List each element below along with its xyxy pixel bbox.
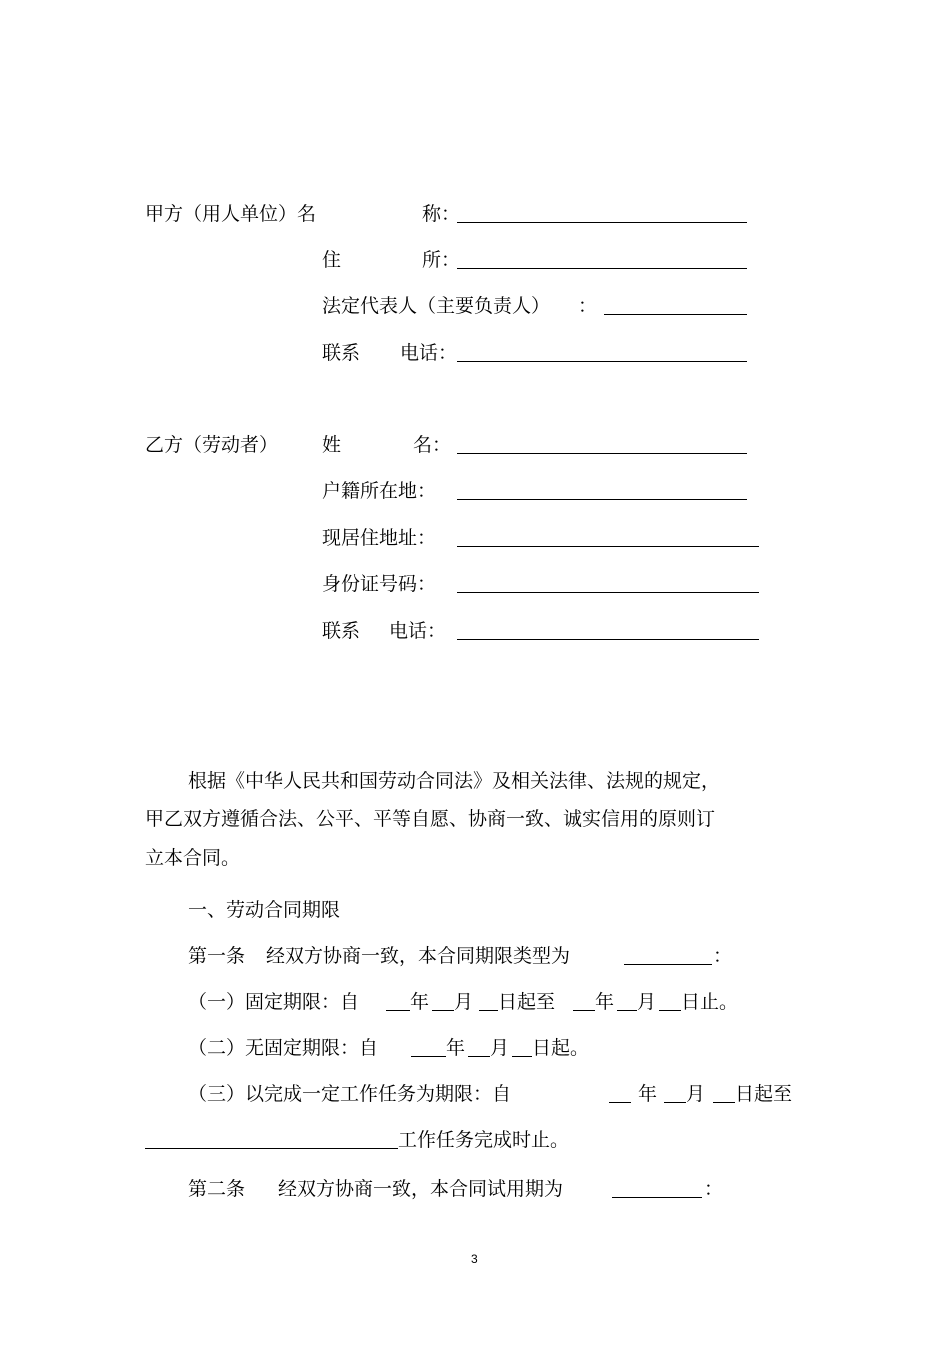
article-2-label: 第二条 [188,1178,246,1200]
article-2-colon: ： [704,1178,724,1200]
fixed-year-text: 年 [410,991,430,1013]
article-1-label: 第一条 [188,945,246,967]
article-2-probation-blank[interactable] [612,1197,702,1198]
intro-line-3: 立本合同。 [145,847,241,869]
task-month-text: 月 [686,1083,706,1105]
open-month-text: 月 [490,1037,510,1059]
party-a-contact-blank[interactable] [457,361,747,362]
fixed-end-month-blank[interactable] [617,1010,637,1011]
intro-line-1: 根据《中华人民共和国劳动合同法》及相关法律、法规的规定， [188,770,721,792]
task-from-text: 日起至 [735,1083,793,1105]
party-a-legal-rep-label: 法定代表人（主要负责人） [322,295,551,317]
fixed-start-month-blank[interactable] [432,1010,454,1011]
article-1-term-blank[interactable] [624,964,712,965]
page-number: 3 [471,1252,478,1266]
task-start-day-blank[interactable] [713,1102,735,1103]
fixed-end-day-blank[interactable] [659,1010,681,1011]
intro-line-2: 甲乙双方遵循合法、公平、平等自愿、协商一致、诚实信用的原则订 [145,808,716,830]
party-a-legal-rep-colon: ： [578,295,598,317]
task-start-month-blank[interactable] [664,1102,686,1103]
party-b-name-blank[interactable] [457,453,747,454]
party-b-id-blank[interactable] [457,592,759,593]
party-b-address-label: 现居住地址： [322,527,437,549]
fixed-term-label: （一）固定期限：自 [188,991,360,1013]
party-b-household-label: 户籍所在地： [322,480,437,502]
fixed-from-text: 日起至 [498,991,556,1013]
party-a-address-label-right: 所： [422,249,461,271]
party-b-contact-label-right: 电话： [389,620,447,642]
open-from-text: 日起。 [532,1037,590,1059]
open-start-year-blank[interactable] [411,1056,446,1057]
section-1-heading: 一、劳动合同期限 [188,899,341,921]
party-a-label: 甲方（用人单位）名 [145,203,317,225]
party-a-contact-label-right: 电话： [400,342,458,364]
party-b-address-blank[interactable] [457,546,759,547]
party-a-name-label: 称： [422,203,461,225]
fixed-month-text: 月 [454,991,474,1013]
party-a-legal-rep-blank[interactable] [604,314,747,315]
article-1-colon: ： [713,945,733,967]
fixed-end-text: 日止。 [681,991,739,1013]
party-a-name-blank[interactable] [457,222,747,223]
task-start-year-blank[interactable] [609,1102,631,1103]
open-start-month-blank[interactable] [468,1056,490,1057]
article-2-text: 经双方协商一致，本合同试用期为 [278,1178,564,1200]
open-start-day-blank[interactable] [512,1056,532,1057]
fixed-end-year-blank[interactable] [573,1010,595,1011]
party-b-household-blank[interactable] [457,499,747,500]
party-a-address-label-left: 住 [322,249,342,271]
task-end-text: 工作任务完成时止。 [398,1129,570,1151]
party-a-contact-label-left: 联系 [322,342,361,364]
party-b-contact-label-left: 联系 [322,620,361,642]
party-b-label: 乙方（劳动者） [145,434,279,456]
fixed-year2-text: 年 [595,991,615,1013]
party-b-name-label-left: 姓 [322,434,342,456]
task-description-blank[interactable] [145,1148,398,1149]
fixed-start-day-blank[interactable] [479,1010,498,1011]
open-year-text: 年 [446,1037,466,1059]
article-1-text: 经双方协商一致，本合同期限类型为 [266,945,571,967]
party-b-contact-blank[interactable] [457,639,759,640]
task-year-text: 年 [638,1083,658,1105]
party-b-name-label-right: 名： [413,434,452,456]
task-term-label: （三）以完成一定工作任务为期限：自 [188,1083,512,1105]
open-term-label: （二）无固定期限：自 [188,1037,379,1059]
party-a-address-blank[interactable] [457,268,747,269]
fixed-start-year-blank[interactable] [386,1010,410,1011]
party-b-id-label: 身份证号码： [322,573,437,595]
fixed-month2-text: 月 [637,991,657,1013]
